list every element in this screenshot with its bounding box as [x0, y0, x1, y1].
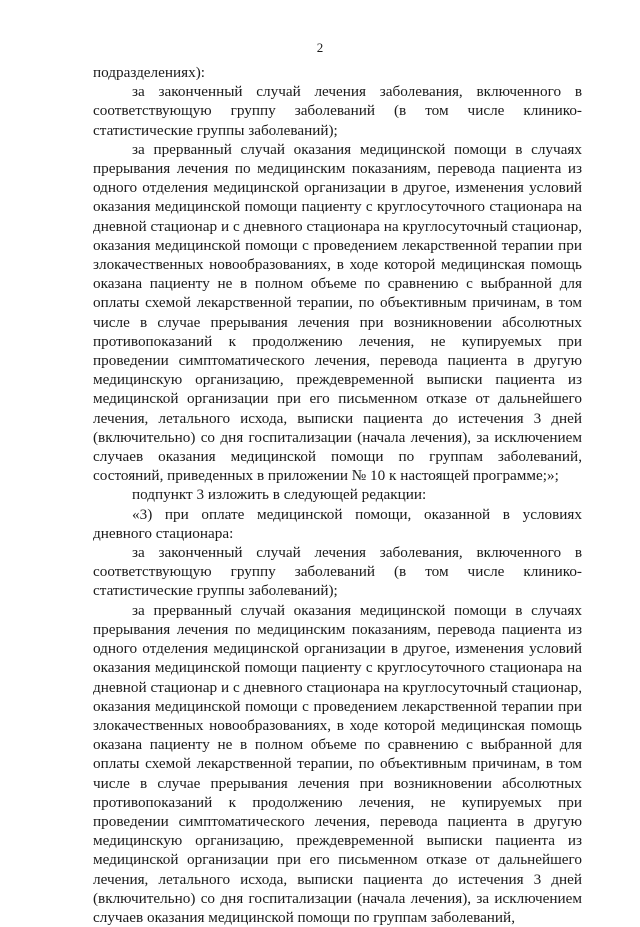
paragraph-4: подпункт 3 изложить в следующей редакции: [132, 486, 427, 504]
document-body [93, 63, 582, 927]
paragraph-3: за прерванный случай оказания медицинской помощи в случаях прерывания лечения по медицинским показаниям, перевода пациента из одного отделения медицинской организации в другое, изменения условий оказания медицинской помощи пациенту с круглосуточного стационара на дневной стационар и с дневного стационара на круглосуточный стационар, оказания медицинской помощи с проведением лекарственной терапии при злокачественных новообразованиях, в ходе которой медицинская помощь оказана пациенту не в полном объеме по сравнению с выбранной для оплаты схемой лекарственной терапии, по объективным причинам, в том числе в случае прерывания лечения при возникновении абсолютных противопоказаний к продолжению лечения, не купируемых при проведении симптоматического лечения, перевода пациента в другую медицинскую организацию, преждевременной выписки пациента из медицинской организации при его письменном отказе от дальнейшего лечения, летального исхода, выписки пациента до истечения 3 дней (включительно) со дня госпитализации (начала лечения), за исключением случаев оказания медицинской помощи по группам заболеваний, состояний, приведенных в приложении № 10 к настоящей программе;»; [93, 140, 582, 485]
paragraph-2: за законченный случай лечения заболевания, включенного в соответствующую группу заболеваний (в том числе клинико-статистические группы заболеваний); [93, 83, 582, 139]
paragraph-7: за прерванный случай оказания медицинской помощи в случаях прерывания лечения по медицинским показаниям, перевода пациента из одного отделения медицинской организации в другое, изменения условий оказания медицинской помощи пациенту с круглосуточного стационара на дневной стационар и с дневного стационара на круглосуточный стационар, оказания медицинской помощи с проведением лекарственной терапии при злокачественных новообразованиях, в ходе которой медицинская помощь оказана пациенту не в полном объеме по сравнению с выбранной для оплаты схемой лекарственной терапии, по объективным причинам, в том числе в случае прерывания лечения при возникновении абсолютных противопоказаний к продолжению лечения, не купируемых при проведении симптоматического лечения, перевода пациента в другую медицинскую организацию, преждевременной выписки пациента из медицинской организации при его письменном отказе от дальнейшего лечения, летального исхода, выписки пациента до истечения 3 дней (включительно) со дня госпитализации (начала лечения), за исключением случаев оказания медицинской помощи по группам заболеваний, [93, 601, 582, 926]
paragraph-6: за законченный случай лечения заболевания, включенного в соответствующую группу заболеваний (в том числе клинико-статистические группы заболеваний); [93, 544, 582, 600]
page-number: 2 [316, 40, 324, 55]
paragraph-1: подразделениях): [93, 64, 205, 81]
paragraph-5: «3) при оплате медицинской помощи, оказанной в условиях дневного стационара: [93, 505, 582, 542]
